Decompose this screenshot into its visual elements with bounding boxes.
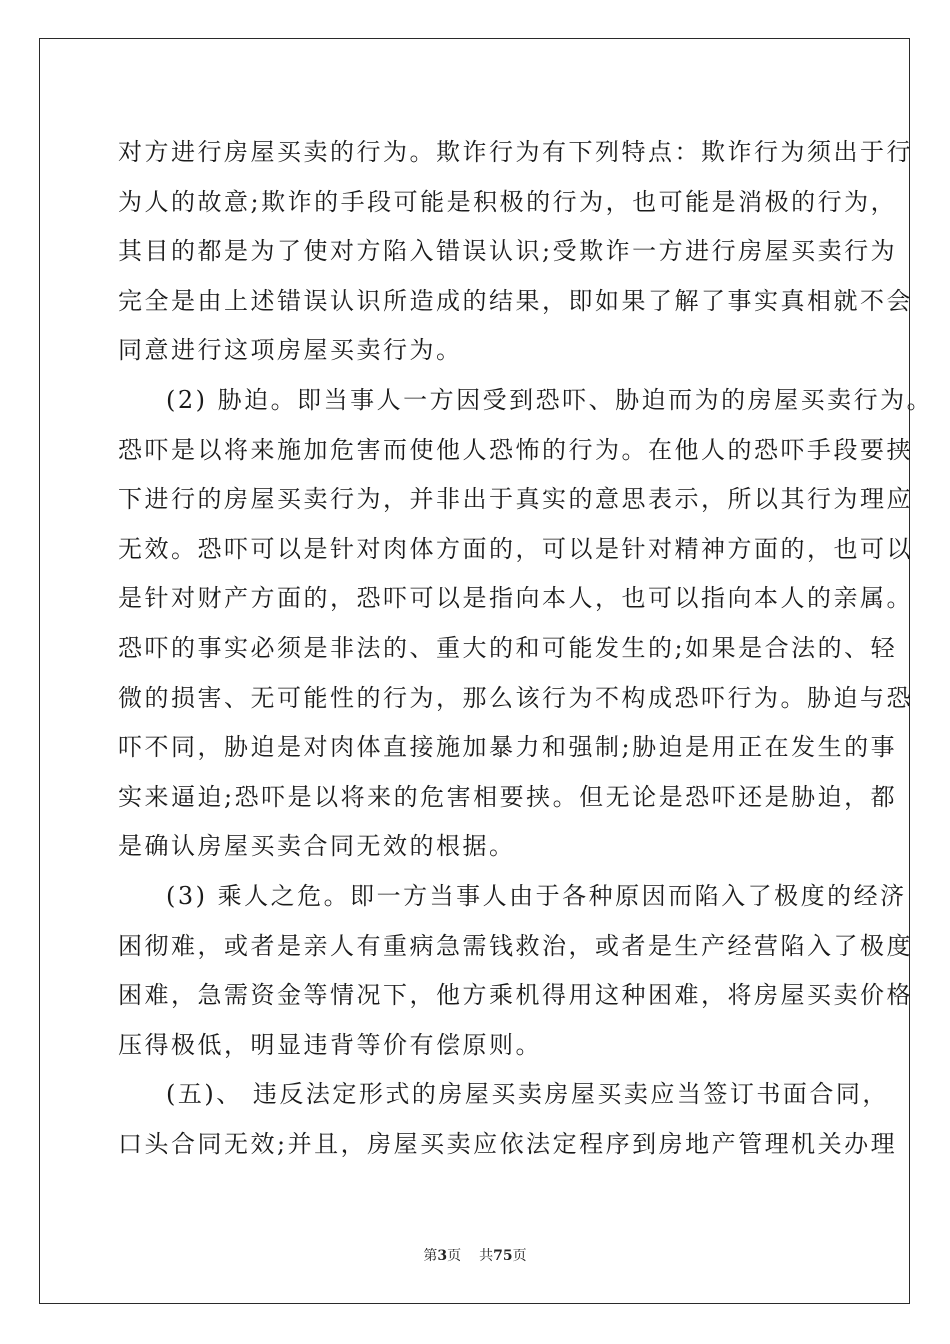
text-line: 恐吓是以将来施加危害而使他人恐怖的行为。在他人的恐吓手段要挟 [118, 435, 913, 464]
paragraph-first-line: (2) 胁迫。即当事人一方因受到恐吓、胁迫而为的房屋买卖行为。 [166, 385, 934, 414]
page-prefix: 第 [423, 1248, 438, 1264]
total-suffix: 页 [512, 1248, 527, 1264]
text-line: 其目的都是为了使对方陷入错误认识;受欺诈一方进行房屋买卖行为 [118, 237, 898, 266]
page-number: 3 [437, 1248, 448, 1264]
document-body [118, 128, 934, 1169]
text-line: 完全是由上述错误认识所造成的结果，即如果了解了事实真相就不会 [118, 286, 913, 315]
text-line: 困彻难，或者是亲人有重病急需钱救治，或者是生产经营陷入了极度 [118, 931, 913, 960]
text-line: 是确认房屋买卖合同无效的根据。 [118, 832, 516, 861]
text-line: 是针对财产方面的，恐吓可以是指向本人，也可以指向本人的亲属。 [118, 584, 913, 613]
page-footer [0, 1245, 950, 1265]
text-line: 困难，急需资金等情况下，他方乘机得用这种困难，将房屋买卖价格 [118, 981, 913, 1010]
text-line: 恐吓的事实必须是非法的、重大的和可能发生的;如果是合法的、轻 [118, 633, 898, 662]
text-line: 为人的故意;欺诈的手段可能是积极的行为，也可能是消极的行为， [118, 187, 898, 216]
text-line: 吓不同，胁迫是对肉体直接施加暴力和强制;胁迫是用正在发生的事 [118, 733, 898, 762]
paragraph-first-line: (五)、 违反法定形式的房屋买卖房屋买卖应当签订书面合同， [166, 1080, 889, 1109]
total-pages: 75 [493, 1248, 513, 1264]
text-line: 压得极低，明显违背等价有偿原则。 [118, 1030, 542, 1059]
text-line: 实来逼迫;恐吓是以将来的危害相要挟。但无论是恐吓还是胁迫，都 [118, 782, 898, 811]
text-line: 对方进行房屋买卖的行为。欺诈行为有下列特点：欺诈行为须出于行 [118, 138, 913, 166]
paragraph-first-line: (3) 乘人之危。即一方当事人由于各种原因而陷入了极度的经济 [166, 881, 907, 910]
text-line: 下进行的房屋买卖行为，并非出于真实的意思表示，所以其行为理应 [118, 485, 913, 514]
text-line: 无效。恐吓可以是针对肉体方面的，可以是针对精神方面的，也可以 [118, 534, 913, 563]
text-line: 微的损害、无可能性的行为，那么该行为不构成恐吓行为。胁迫与恐 [118, 683, 913, 712]
text-line: 同意进行这项房屋买卖行为。 [118, 336, 463, 365]
total-prefix: 共 [479, 1248, 494, 1264]
text-line: 口头合同无效;并且，房屋买卖应依法定程序到房地产管理机关办理 [118, 1129, 898, 1158]
page-suffix: 页 [447, 1248, 462, 1264]
